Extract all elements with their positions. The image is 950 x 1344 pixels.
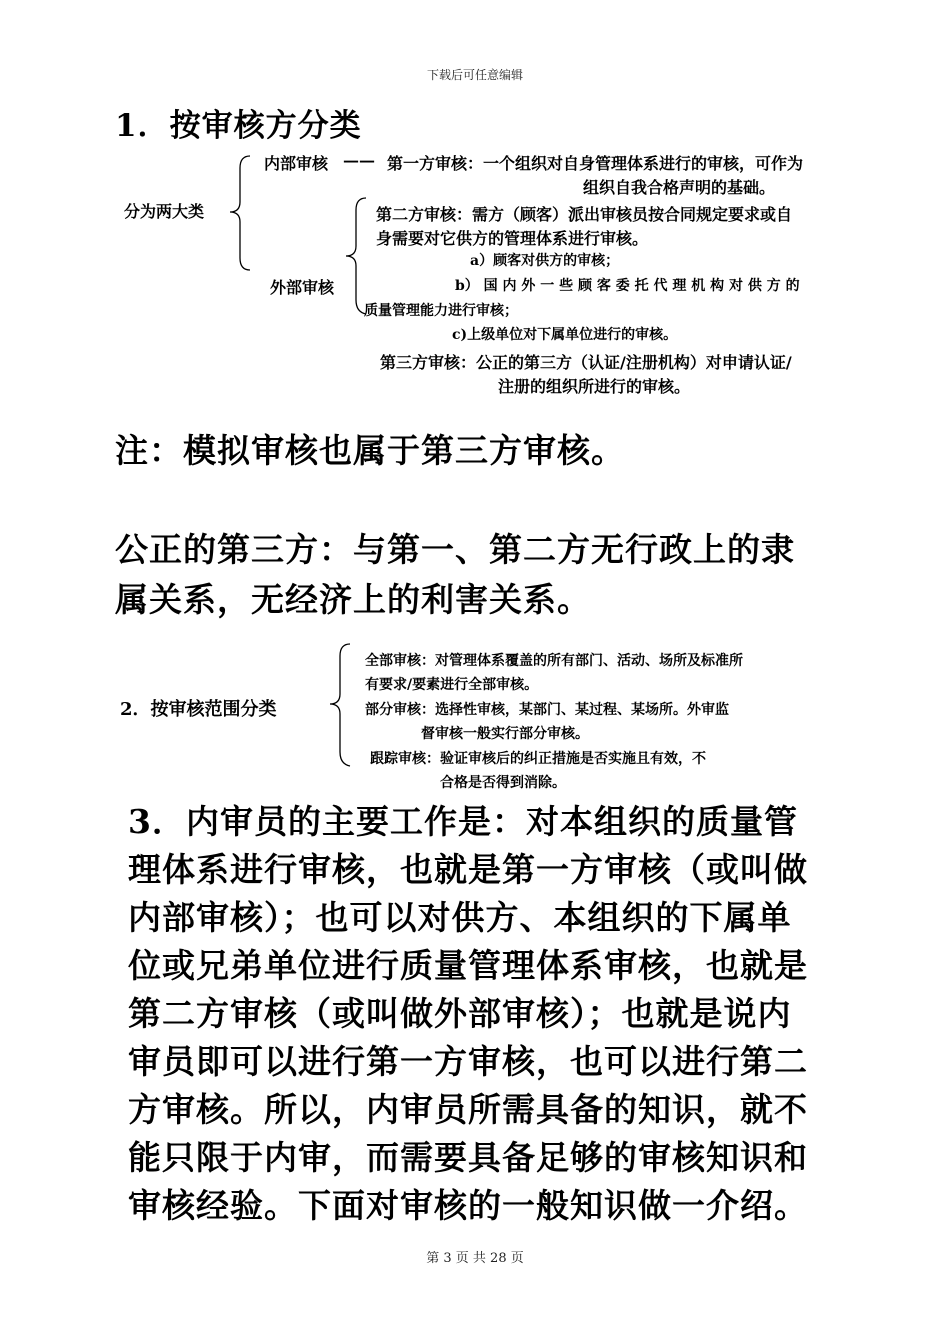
- section3-line: 审员即可以进行第一方审核，也可以进行第二: [128, 1042, 808, 1081]
- external-audit-label: 外部审核: [270, 278, 335, 297]
- page-footer: 第 3 页 共 28 页: [426, 1251, 524, 1266]
- internal-audit-label: 内部审核: [264, 154, 329, 173]
- impartial-line1: 公正的第三方：与第一、第二方无行政上的隶: [115, 530, 795, 569]
- section2-title: 2．按审核范围分类: [120, 699, 277, 720]
- first-party-line1: 第一方审核：一个组织对自身管理体系进行的审核，可作为: [387, 154, 804, 173]
- followup-audit-line1: 跟踪审核：验证审核后的纠正措施是否实施且有效，不: [370, 751, 706, 767]
- full-audit-line1: 全部审核：对管理体系覆盖的所有部门、活动、场所及标准所: [365, 653, 743, 669]
- second-party-line1: 第二方审核：需方（顾客）派出审核员按合同规定要求或自: [376, 205, 793, 224]
- internal-dash: ——: [343, 151, 375, 170]
- section3-line: 第二方审核（或叫做外部审核）；也就是说内: [128, 994, 792, 1033]
- root-label: 分为两大类: [124, 202, 205, 221]
- second-party-item-c: c)上级单位对下属单位进行的审核。: [452, 327, 678, 343]
- partial-audit-line2: 督审核一般实行部分审核。: [421, 726, 589, 742]
- section3-line: 内部审核）；也可以对供方、本组织的下属单: [128, 898, 792, 937]
- section3-paragraph: [128, 798, 808, 1230]
- second-party-item-a: a）顾客对供方的审核；: [470, 253, 620, 269]
- section3-line: 审核经验。下面对审核的一般知识做一介绍。: [128, 1186, 808, 1225]
- section3-line: 能只限于内审，而需要具备足够的审核知识和: [128, 1138, 808, 1177]
- note-text: 注：模拟审核也属于第三方审核。: [115, 431, 625, 470]
- impartial-line2: 属关系，无经济上的利害关系。: [115, 580, 591, 619]
- section3-line: 方审核。所以，内审员所需具备的知识，就不: [128, 1090, 808, 1129]
- section3-line: 3．内审员的主要工作是：对本组织的质量管: [128, 802, 798, 841]
- second-party-item-b-line2: 质量管理能力进行审核；: [364, 303, 518, 319]
- page-header: 下载后可任意编辑: [426, 68, 523, 82]
- section1-title: 1．按审核方分类: [115, 108, 362, 144]
- third-party-line2: 注册的组织所进行的审核。: [498, 377, 691, 396]
- section3-line: 理体系进行审核，也就是第一方审核（或叫做: [128, 850, 808, 889]
- section3-line: 位或兄弟单位进行质量管理体系审核，也就是: [128, 946, 808, 985]
- first-party-line2: 组织自我合格声明的基础。: [583, 178, 776, 197]
- full-audit-line2: 有要求/要素进行全部审核。: [365, 677, 539, 693]
- followup-audit-line2: 合格是否得到消除。: [440, 775, 566, 791]
- partial-audit-line1: 部分审核：选择性审核，某部门、某过程、某场所。外审监: [365, 702, 729, 718]
- section2-brace: [326, 642, 366, 770]
- second-party-item-b-line1: b） 国 内 外 一 些 顾 客 委 托 代 理 机 构 对 供 方 的: [455, 278, 800, 294]
- section1-main-brace: [226, 154, 266, 274]
- third-party-line1: 第三方审核：公正的第三方（认证/注册机构）对申请认证/: [380, 353, 792, 372]
- second-party-line2: 身需要对它供方的管理体系进行审核。: [376, 229, 649, 248]
